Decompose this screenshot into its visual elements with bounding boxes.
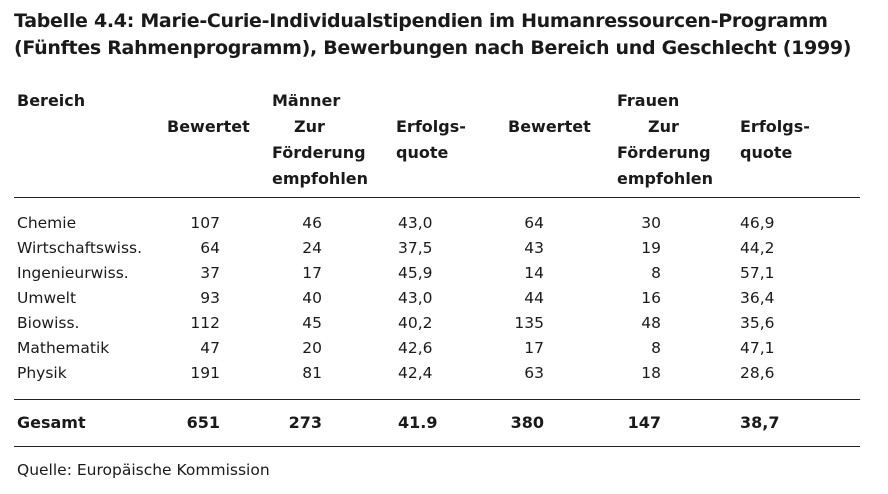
cell-bereich: Biowiss. (17, 314, 80, 332)
cell-frauen-bewertet: 44 (524, 289, 544, 307)
header-maenner-bewertet: Bewertet (167, 117, 250, 136)
cell-maenner-quote: 43,0 (398, 289, 433, 307)
table-row (0, 261, 888, 286)
cell-maenner-quote: 37,5 (398, 239, 433, 257)
cell-bereich: Physik (17, 364, 67, 382)
table-title (14, 8, 874, 62)
table-title-line-1: Tabelle 4.4: Marie-Curie-Individualstipendien im Humanressourcen-Programm (14, 10, 828, 32)
header-group-frauen: Frauen (617, 91, 680, 110)
table-body (0, 211, 888, 386)
total-maenner-empfohlen: 273 (288, 413, 322, 432)
cell-maenner-empfohlen: 24 (302, 239, 322, 257)
cell-maenner-empfohlen: 17 (302, 264, 322, 282)
total-frauen-empfohlen: 147 (627, 413, 661, 432)
cell-frauen-bewertet: 14 (524, 264, 544, 282)
cell-maenner-quote: 43,0 (398, 214, 433, 232)
total-maenner-quote: 41.9 (398, 413, 438, 432)
cell-maenner-bewertet: 64 (200, 239, 220, 257)
cell-frauen-empfohlen: 48 (641, 314, 661, 332)
cell-frauen-quote: 47,1 (740, 339, 775, 357)
table-row (0, 336, 888, 361)
cell-frauen-bewertet: 17 (524, 339, 544, 357)
cell-frauen-empfohlen: 30 (641, 214, 661, 232)
cell-frauen-empfohlen: 16 (641, 289, 661, 307)
header-maenner-zur-foerderung-empfohlen (272, 114, 392, 192)
cell-maenner-bewertet: 112 (190, 314, 220, 332)
total-bereich: Gesamt (17, 413, 86, 432)
cell-maenner-empfohlen: 20 (302, 339, 322, 357)
cell-bereich: Mathematik (17, 339, 110, 357)
header-frauen-zur: Zur (648, 117, 679, 136)
header-group-maenner: Männer (272, 91, 341, 110)
cell-frauen-quote: 28,6 (740, 364, 775, 382)
cell-frauen-empfohlen: 8 (651, 339, 661, 357)
cell-maenner-empfohlen: 45 (302, 314, 322, 332)
table-row (0, 236, 888, 261)
cell-frauen-quote: 57,1 (740, 264, 775, 282)
cell-bereich: Ingenieurwiss. (17, 264, 129, 282)
cell-frauen-quote: 36,4 (740, 289, 775, 307)
cell-frauen-bewertet: 64 (524, 214, 544, 232)
table-row (0, 286, 888, 311)
header-maenner-erfolgsquote (396, 114, 486, 166)
cell-bereich: Chemie (17, 214, 77, 232)
cell-maenner-bewertet: 47 (200, 339, 220, 357)
cell-maenner-empfohlen: 40 (302, 289, 322, 307)
cell-maenner-empfohlen: 46 (302, 214, 322, 232)
cell-maenner-quote: 42,6 (398, 339, 433, 357)
table-row (0, 361, 888, 386)
cell-frauen-empfohlen: 18 (641, 364, 661, 382)
cell-bereich: Wirtschaftswiss. (17, 239, 143, 257)
header-maenner-quote: quote (396, 143, 449, 162)
header-maenner-empfohlen: empfohlen (272, 169, 369, 188)
total-row (0, 410, 888, 436)
cell-maenner-bewertet: 93 (200, 289, 220, 307)
header-frauen-erfolgs: Erfolgs- (740, 117, 810, 136)
cell-maenner-empfohlen: 81 (302, 364, 322, 382)
header-frauen-foerderung: Förderung (617, 143, 711, 162)
total-frauen-quote: 38,7 (740, 413, 780, 432)
table-row (0, 311, 888, 336)
header-frauen-bewertet: Bewertet (508, 117, 591, 136)
cell-maenner-bewertet: 107 (190, 214, 220, 232)
cell-frauen-empfohlen: 8 (651, 264, 661, 282)
header-maenner-erfolgs: Erfolgs- (396, 117, 466, 136)
cell-maenner-bewertet: 191 (190, 364, 220, 382)
cell-maenner-quote: 42,4 (398, 364, 433, 382)
header-maenner-zur: Zur (294, 117, 325, 136)
total-top-rule (14, 399, 860, 400)
cell-frauen-bewertet: 63 (524, 364, 544, 382)
header-frauen-empfohlen: empfohlen (617, 169, 714, 188)
header-frauen-quote: quote (740, 143, 793, 162)
total-bottom-rule (14, 446, 860, 447)
header-frauen-zur-foerderung-empfohlen (617, 114, 737, 192)
total-maenner-bewertet: 651 (186, 413, 220, 432)
header-rule (14, 197, 860, 198)
cell-frauen-quote: 35,6 (740, 314, 775, 332)
cell-maenner-quote: 45,9 (398, 264, 433, 282)
header-frauen-erfolgsquote (740, 114, 830, 166)
cell-frauen-bewertet: 135 (514, 314, 544, 332)
header-bereich: Bereich (17, 91, 86, 110)
cell-frauen-quote: 44,2 (740, 239, 775, 257)
cell-frauen-empfohlen: 19 (641, 239, 661, 257)
cell-frauen-bewertet: 43 (524, 239, 544, 257)
header-maenner-foerderung: Förderung (272, 143, 366, 162)
cell-maenner-quote: 40,2 (398, 314, 433, 332)
cell-frauen-quote: 46,9 (740, 214, 775, 232)
table-row (0, 211, 888, 236)
cell-maenner-bewertet: 37 (200, 264, 220, 282)
table-title-line-2: (Fünftes Rahmenprogramm), Bewerbungen nach Bereich und Geschlecht (1999) (14, 37, 852, 59)
source-note: Quelle: Europäische Kommission (17, 461, 270, 479)
cell-bereich: Umwelt (17, 289, 77, 307)
total-frauen-bewertet: 380 (510, 413, 544, 432)
